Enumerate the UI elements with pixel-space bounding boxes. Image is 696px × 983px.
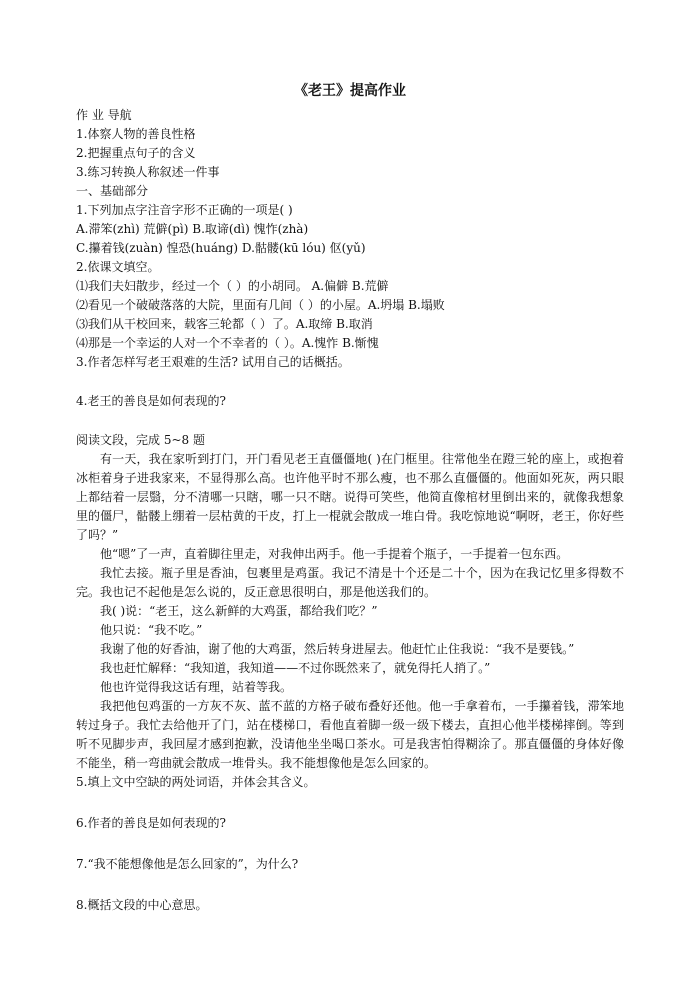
reading-paragraph: 我忙去接。瓶子里是香油，包裹里是鸡蛋。我记不清是十个还是二十个，因为在我记忆里多得数不完。我也记不起他是怎么说的，反正意思很明白，那是他送我们的。 [76,566,624,599]
reading-intro: 阅读文段，完成 5~8 题 [76,433,205,447]
section-heading: 一、基础部分 [76,184,149,198]
guide-item: 2.把握重点句子的含义 [76,146,196,160]
question-8: 8.概括文段的中心意思。 [76,898,208,912]
question-2-stem: 2.依课文填空。 [76,260,160,274]
question-2-item: ⑶我们从干校回来，载客三轮都（ ）了。A.取缔 B.取消 [76,317,373,331]
question-2-item: ⑵看见一个破破落落的大院，里面有几间（ ）的小屋。A.坍塌 B.塌败 [76,298,445,312]
document-title: 《老王》提高作业 [294,83,406,99]
question-4: 4.老王的善良是如何表现的? [76,394,226,408]
reading-paragraph: 有一天，我在家听到打门，开门看见老王直僵僵地( )在门框里。往常他坐在蹬三轮的座上，或抱着冰柜着身子进我家来，不显得那么高。也许他平时不那么瘦，也不那么直僵僵的。他面如死灰，两只眼上都结着一层翳，分不清哪一只瞎，哪一只不瞎。说得可笑些，他简直像棺材里倒出来的，就像我想象里的僵尸，骷髅上绷着一层枯黄的干皮，打上一棍就会散成一堆白骨。我吃惊地说“啊呀，老王，你好些了吗？” [76,452,624,542]
guide-item: 1.体察人物的善良性格 [76,127,196,141]
reading-paragraph: 他“嗯”了一声，直着脚往里走，对我伸出两手。他一手提着个瓶子，一手提着一包东西。 [100,547,569,561]
reading-paragraph: 我把他包鸡蛋的一方灰不灰、蓝不蓝的方格子破布叠好还他。他一手拿着布，一手攥着钱，滞笨地转过身子。我忙去给他开了门，站在楼梯口，看他直着脚一级一级下楼去，直担心他半楼梯摔倒。等到听不见脚步声，我回屋才感到抱歉，没请他坐坐喝口茶水。可是我害怕得糊涂了。那直僵僵的身体好像不能坐，稍一弯曲就会散成一堆骨头。我不能想像他是怎么回家的。 [76,699,624,770]
question-1-options-cd: C.攥着钱(zuàn) 惶恐(huáng) D.骷髅(kū lóu) 伛(yǔ) [76,241,366,255]
reading-paragraph: 他也许觉得我这话有理，站着等我。 [100,680,293,694]
question-1-options-ab: A.滞笨(zhì) 荒僻(pì) B.取谛(dì) 愧怍(zhà) [76,222,309,236]
question-5: 5.填上文中空缺的两处词语，并体会其含义。 [76,775,316,789]
worksheet-page [76,72,624,915]
question-7: 7.“我不能想像他是怎么回家的”，为什么? [76,857,299,871]
question-2-item: ⑷那是一个幸运的人对一个不幸者的（ ）。A.愧怍 B.惭愧 [76,336,379,350]
question-2-item: ⑴我们夫妇散步，经过一个（ ）的小胡同。 A.偏僻 B.荒僻 [76,279,389,293]
reading-paragraph: 我也赶忙解释：“我知道，我知道——不过你既然来了，就免得托人捎了。” [100,661,491,675]
reading-paragraph: 我( )说：“老王，这么新鲜的大鸡蛋，都给我们吃？” [100,604,378,618]
question-1-stem: 1.下列加点字注音字形不正确的一项是( ) [76,203,293,217]
guide-item: 3.练习转换人称叙述一件事 [76,165,220,179]
reading-paragraph: 我谢了他的好香油，谢了他的大鸡蛋，然后转身进屋去。他赶忙止住我说：“我不是要钱。” [100,642,575,656]
question-6: 6.作者的善良是如何表现的? [76,816,226,830]
guide-heading: 作 业 导航 [76,108,132,122]
question-3: 3.作者怎样写老王艰难的生活? 试用自己的话概括。 [76,355,350,369]
reading-paragraph: 他只说：“我不吃。” [100,623,203,637]
